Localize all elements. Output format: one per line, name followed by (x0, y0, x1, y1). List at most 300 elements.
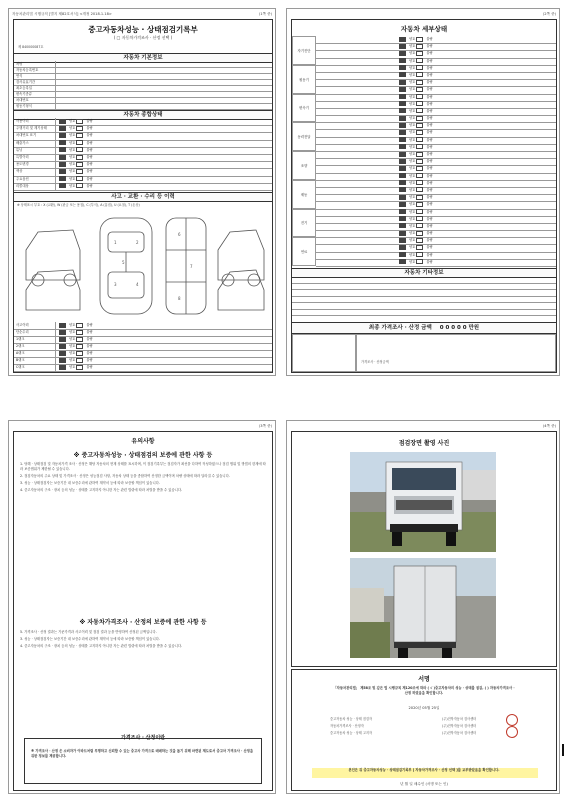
option-label: 불량 (426, 202, 433, 207)
checkbox[interactable] (416, 144, 423, 149)
option-label: 양호 (409, 123, 416, 128)
checkbox[interactable] (416, 130, 423, 135)
checkbox[interactable] (416, 195, 423, 200)
row-label: 최초등록일 (14, 85, 56, 91)
checkbox[interactable] (416, 101, 423, 106)
option-label: 불량 (86, 337, 93, 341)
checkbox[interactable] (399, 72, 406, 77)
checkbox[interactable] (76, 323, 83, 328)
option-label: 불량 (426, 238, 433, 243)
option-label: 양호 (69, 365, 76, 369)
checkbox[interactable] (76, 365, 83, 370)
row-options (56, 329, 93, 336)
row-options (56, 357, 93, 364)
signer-name: (주)전북자동차 검사센터 (442, 724, 477, 728)
checkbox[interactable] (59, 183, 66, 188)
row-label: 튜닝 (14, 147, 56, 154)
checkbox[interactable] (416, 252, 423, 257)
option-label: 불량 (426, 130, 433, 135)
option-label: 불량 (86, 344, 93, 348)
row-options (56, 140, 93, 147)
page-number: (3쪽 중) (258, 424, 272, 428)
row-label: 단순수리 (14, 329, 56, 336)
option-label: 양호 (409, 252, 416, 257)
signature-statement: 「자동차관리법」 제58조 및 같은 법 시행규칙 제120조에 따라 ( √ )중고자동차의 성능 · 상태를 점검, ( ) 자동차가격조사 · 산정 하였음을 확인합니다. (333, 686, 515, 695)
checkbox[interactable] (399, 65, 406, 70)
row-label: 차명 (14, 61, 56, 67)
basic-info-header: 자동차 기본정보 (14, 53, 272, 63)
option-label: 불량 (86, 169, 93, 174)
vehicle-front-photo (350, 452, 496, 552)
row-label: 리콜대상 (14, 183, 56, 190)
notice-body-2 (20, 630, 266, 730)
option-label: 양호 (409, 116, 416, 121)
checkbox[interactable] (76, 133, 83, 138)
option-label: 불량 (426, 144, 433, 149)
row-options (56, 336, 93, 343)
accident-caption: ※ 상태표시 부호 : X (교환), W (판금 또는 용접), C (부식), A (흠집), U (요철), T (손상) (17, 203, 140, 207)
checkbox[interactable] (416, 116, 423, 121)
detail-status-title: 자동차 세부상태 (400, 25, 448, 33)
checkbox[interactable] (416, 216, 423, 221)
document-number: 제 840000087호 (18, 45, 44, 49)
checkbox[interactable] (399, 44, 406, 49)
overall-status-header: 자동차 종합상태 (14, 110, 272, 120)
option-label: 양호 (69, 351, 76, 355)
option-label: 불량 (426, 94, 433, 99)
option-label: 불량 (426, 159, 433, 164)
option-label: 양호 (69, 169, 76, 174)
option-label: 양호 (409, 245, 416, 250)
row-label: A랭크 (14, 350, 56, 357)
option-label: 양호 (409, 101, 416, 106)
category-cell: 제동 (292, 180, 316, 209)
checkbox[interactable] (399, 252, 406, 257)
checkbox[interactable] (399, 245, 406, 250)
option-label: 불량 (86, 155, 93, 159)
row-label: 변속기종류 (14, 91, 56, 97)
row-options (396, 209, 433, 216)
checkbox[interactable] (59, 169, 66, 174)
checkbox[interactable] (399, 223, 406, 228)
form-frame (13, 19, 273, 373)
checkbox[interactable] (399, 108, 406, 113)
row-label: 연식 (14, 73, 56, 79)
option-label: 양호 (409, 180, 416, 185)
checkbox[interactable] (76, 176, 83, 181)
option-label: 양호 (69, 126, 76, 131)
option-label: 불량 (426, 180, 433, 185)
checkbox[interactable] (416, 94, 423, 99)
checkbox[interactable] (76, 351, 83, 356)
form-title: 중고자동차성능 · 상태점검기록부 (88, 25, 198, 34)
checkbox[interactable] (416, 137, 423, 142)
checkbox[interactable] (399, 152, 406, 157)
checkbox[interactable] (399, 166, 406, 171)
notice-paragraph: 4. 중고자동차의 구조 · 장치 등의 성능 · 상태를 고지하지 아니한 자는 관련 법령에 따라 처벌을 받을 수 있습니다. (20, 488, 183, 492)
option-label: 불량 (86, 365, 93, 369)
row-options (396, 65, 433, 72)
checkbox[interactable] (416, 80, 423, 85)
checkbox[interactable] (76, 162, 83, 167)
row-options (56, 183, 93, 190)
signature-frame (291, 669, 557, 791)
svg-text:8: 8 (178, 296, 181, 301)
row-label: 1랭크 (14, 336, 56, 343)
checkbox[interactable] (59, 351, 66, 356)
row-options (396, 223, 433, 230)
other-info-row (292, 309, 556, 317)
checkbox[interactable] (399, 130, 406, 135)
special-notes-box (292, 334, 356, 372)
option-label: 불량 (86, 351, 93, 355)
row-label: B랭크 (14, 357, 56, 364)
row-options (396, 72, 433, 79)
option-label: 불량 (426, 87, 433, 92)
row-label: 2랭크 (14, 343, 56, 350)
row-options (56, 176, 93, 183)
checkbox[interactable] (76, 358, 83, 363)
option-label: 불량 (426, 123, 433, 128)
row-options (396, 108, 433, 115)
row-options (396, 237, 433, 244)
seal-stamp (506, 714, 518, 726)
svg-text:2: 2 (136, 240, 139, 245)
checkbox[interactable] (399, 137, 406, 142)
scroll-marker[interactable] (562, 744, 564, 756)
option-label: 불량 (86, 358, 93, 362)
checkbox[interactable] (399, 101, 406, 106)
svg-text:3: 3 (114, 282, 117, 287)
page-number: (4쪽 중) (542, 424, 556, 428)
checkbox[interactable] (59, 176, 66, 181)
checkbox[interactable] (416, 72, 423, 77)
form-frame (291, 19, 557, 373)
option-label: 불량 (426, 51, 433, 56)
price-label: 가격조사 · 산정금액 (361, 360, 389, 364)
option-label: 양호 (409, 137, 416, 142)
checkbox[interactable] (416, 173, 423, 178)
checkbox[interactable] (416, 51, 423, 56)
option-label: 양호 (409, 37, 416, 41)
option-label: 불량 (426, 209, 433, 214)
row-options (56, 132, 93, 139)
notice-paragraph: 3. 성능 · 상태점검자는 보증기간 내 보증수리에 관하여 계약서 등에 따라 보증할 책임이 있습니다. (20, 637, 160, 641)
checkbox[interactable] (59, 147, 66, 152)
checkbox[interactable] (399, 187, 406, 192)
row-label: 사고이력 (14, 322, 56, 329)
option-label: 불량 (426, 187, 433, 192)
checkbox[interactable] (399, 144, 406, 149)
checkbox[interactable] (76, 169, 83, 174)
checkbox[interactable] (59, 365, 66, 370)
final-price-header (292, 322, 556, 334)
option-label: 양호 (69, 358, 76, 362)
checkbox[interactable] (416, 209, 423, 214)
signer-name: (주)전북자동차 검사센터 (442, 731, 477, 735)
option-label: 양호 (69, 133, 76, 138)
option-label: 불량 (426, 252, 433, 257)
row-options (56, 161, 93, 168)
row-label: 원동기형식 (14, 103, 56, 109)
checkbox[interactable] (399, 195, 406, 200)
checkbox[interactable] (59, 133, 66, 138)
checkbox[interactable] (59, 140, 66, 145)
option-label: 불량 (426, 80, 433, 85)
basic-info-table (14, 61, 272, 109)
detail-status-table (292, 36, 556, 266)
checkbox[interactable] (76, 155, 83, 160)
option-label: 양호 (409, 173, 416, 178)
checkbox[interactable] (416, 58, 423, 63)
row-options (56, 154, 93, 161)
accident-table (14, 322, 272, 372)
row-label: 검사유효기간 (14, 79, 56, 85)
option-label: 불량 (86, 330, 93, 334)
page-header-left: 자동차관리법 시행규칙 [별지 제82호서식] <개정 2018.1.18> (12, 12, 112, 16)
notice-paragraph: 5. 가격조사 · 산정 결과는 기준가격과 사고이력 및 점검 결과 등을 반영하여 산정된 금액입니다. (20, 630, 157, 634)
option-label: 불량 (426, 72, 433, 77)
row-options (396, 115, 433, 122)
option-label: 불량 (86, 140, 93, 145)
pricing-box-text: ※ 가격조사 · 산정 은 소비자가 아파트처럼 투명하고 신뢰할 수 있는 중고차 가격으로 매매하는 것을 돕기 위해 마련된 제도로서 중고차 가격조사 · 산정을 위한 정보를 제공합니다. (31, 749, 254, 758)
checkbox[interactable] (416, 123, 423, 128)
row-options (396, 244, 433, 251)
checkbox[interactable] (399, 37, 406, 42)
option-label: 양호 (409, 231, 416, 236)
option-label: 불량 (426, 173, 433, 178)
option-label: 양호 (409, 216, 416, 221)
option-label: 양호 (409, 209, 416, 214)
option-label: 양호 (409, 144, 416, 149)
option-label: 양호 (69, 155, 76, 159)
row-label: 차대번호 (14, 97, 56, 103)
accident-history-header: 사고 · 교환 · 수리 등 이력 (14, 192, 272, 202)
category-cell: 변속기 (292, 94, 316, 123)
option-label: 양호 (69, 344, 76, 348)
checkbox[interactable] (59, 126, 66, 131)
row-options (396, 173, 433, 180)
option-label: 양호 (409, 51, 416, 56)
category-cell: 동력전달 (292, 122, 316, 151)
checkbox[interactable] (416, 159, 423, 164)
option-label: 양호 (409, 65, 416, 70)
checkbox[interactable] (416, 202, 423, 207)
row-options (56, 147, 93, 154)
notice-body-1 (20, 462, 266, 612)
row-label: C랭크 (14, 364, 56, 371)
row-options (396, 165, 433, 172)
checkbox[interactable] (76, 337, 83, 342)
checkbox[interactable] (416, 231, 423, 236)
checkbox[interactable] (399, 238, 406, 243)
checkbox[interactable] (76, 330, 83, 335)
option-label: 불량 (86, 162, 93, 167)
option-label: 양호 (409, 58, 416, 63)
option-label: 양호 (409, 223, 416, 228)
category-cell: 전기 (292, 209, 316, 238)
option-label: 불량 (86, 119, 93, 123)
photo-section-title: 점검장면 촬영 사진 (398, 440, 450, 447)
option-label: 불량 (426, 166, 433, 171)
notice-section-2: ※ 자동차가격조사 · 산정의 보증에 관한 사항 등 (79, 619, 207, 626)
row-options (56, 322, 93, 329)
row-options (396, 194, 433, 201)
checkbox[interactable] (76, 183, 83, 188)
checkbox[interactable] (416, 238, 423, 243)
checkbox[interactable] (399, 173, 406, 178)
option-label: 불량 (86, 323, 93, 327)
page-4 (286, 420, 560, 794)
checkbox[interactable] (76, 140, 83, 145)
option-label: 양호 (409, 152, 416, 156)
page-2 (286, 8, 560, 376)
option-label: 양호 (409, 108, 416, 113)
option-label: 양호 (409, 166, 416, 171)
page-3 (8, 420, 276, 794)
checkbox[interactable] (416, 152, 423, 157)
option-label: 불량 (86, 147, 93, 152)
option-label: 양호 (409, 72, 416, 77)
checkbox[interactable] (59, 119, 66, 124)
option-label: 불량 (426, 152, 433, 156)
seal-stamp (506, 726, 518, 738)
checkbox[interactable] (76, 344, 83, 349)
notice-paragraph: 4. 중고자동차의 구조 · 장치 등의 성능 · 상태를 고지하지 아니한 자는 관련 법령에 따라 처벌을 받을 수 있습니다. (20, 644, 183, 648)
svg-text:1: 1 (114, 240, 117, 245)
option-label: 불량 (426, 216, 433, 221)
option-label: 양호 (409, 259, 416, 264)
option-label: 불량 (426, 231, 433, 236)
form-row (14, 183, 272, 191)
checkbox[interactable] (399, 180, 406, 185)
option-label: 불량 (426, 44, 433, 49)
checkbox[interactable] (399, 159, 406, 164)
row-options (396, 43, 433, 50)
checkbox[interactable] (399, 123, 406, 128)
row-options (396, 259, 433, 266)
checkbox[interactable] (399, 216, 406, 221)
checkbox[interactable] (399, 209, 406, 214)
checkbox[interactable] (76, 119, 83, 124)
svg-text:4: 4 (136, 282, 139, 287)
checkbox[interactable] (416, 180, 423, 185)
row-options (396, 201, 433, 208)
detail-row (316, 259, 556, 267)
row-options (396, 187, 433, 194)
option-label: 양호 (409, 80, 416, 85)
notice-paragraph: 1. 당해 · 상태점검 및 자동차가격 조사 · 산정은 해당 자동차의 현재 상태를 표시하며, 이 점검기록부는 점검자가 최선을 다하여 작성하였으나 점검 범위 및 방법의 한계에 따라 보증범위가 제한될 수 있습니다. (20, 462, 266, 471)
option-label: 불량 (86, 183, 93, 188)
checkbox[interactable] (59, 323, 66, 328)
option-label: 불량 (86, 126, 93, 131)
row-options (396, 158, 433, 165)
option-label: 양호 (69, 183, 76, 188)
row-options (396, 230, 433, 237)
checkbox[interactable] (399, 202, 406, 207)
row-label: 특별이력 (14, 154, 56, 161)
checkbox[interactable] (399, 87, 406, 92)
option-label: 양호 (409, 159, 416, 164)
signature-title: 서명 (418, 676, 430, 683)
checkbox[interactable] (59, 155, 66, 160)
category-cell: 원동기 (292, 65, 316, 94)
row-options (396, 252, 433, 259)
checkbox[interactable] (59, 358, 66, 363)
checkbox[interactable] (59, 344, 66, 349)
buyer-sign-line: 년 월 일 매수인 (서명 또는 인) (400, 782, 448, 786)
signer-name: (주)전북자동차 검사센터 (442, 717, 477, 721)
row-options (56, 125, 93, 132)
row-options (396, 151, 433, 158)
checkbox[interactable] (416, 259, 423, 264)
option-label: 양호 (69, 337, 76, 341)
row-options (396, 101, 433, 108)
option-label: 양호 (69, 176, 76, 181)
checkbox[interactable] (416, 108, 423, 113)
checkbox[interactable] (399, 116, 406, 121)
checkbox[interactable] (416, 87, 423, 92)
checkbox[interactable] (416, 223, 423, 228)
checkbox[interactable] (399, 51, 406, 56)
price-box (356, 334, 556, 372)
option-label: 불량 (426, 58, 433, 63)
checkbox[interactable] (399, 231, 406, 236)
checkbox[interactable] (59, 162, 66, 167)
checkbox[interactable] (416, 65, 423, 70)
notice-paragraph: 2. 점검자동차의 주요 상태 및 가격조사 · 산정은 성능점검 사항, 자동차 상태 등을 종합하여 산정한 금액이며 차량 상태에 따라 달라질 수 있습니다. (20, 474, 230, 478)
row-options (56, 343, 93, 350)
checkbox[interactable] (59, 337, 66, 342)
row-options (396, 86, 433, 93)
row-label: 색상 (14, 168, 56, 175)
checkbox[interactable] (416, 44, 423, 49)
form-row (14, 103, 272, 110)
checkbox[interactable] (399, 259, 406, 264)
checkbox[interactable] (76, 147, 83, 152)
option-label: 양호 (409, 44, 416, 49)
checkbox[interactable] (416, 166, 423, 171)
row-options (396, 79, 433, 86)
option-label: 불량 (426, 37, 433, 41)
checkbox[interactable] (59, 330, 66, 335)
category-cell: 조향 (292, 151, 316, 180)
option-label: 불량 (86, 133, 93, 138)
page-1 (8, 8, 276, 376)
option-label: 양호 (409, 94, 416, 99)
row-options (396, 50, 433, 57)
option-label: 양호 (409, 87, 416, 92)
option-label: 양호 (409, 195, 416, 200)
option-label: 불량 (426, 116, 433, 121)
checkbox[interactable] (416, 187, 423, 192)
row-options (396, 122, 433, 129)
option-label: 양호 (409, 130, 416, 135)
checkbox[interactable] (399, 94, 406, 99)
checkbox[interactable] (399, 58, 406, 63)
sign-date: 2020년 05월 25일 (408, 706, 440, 710)
row-options (56, 118, 93, 125)
checkbox[interactable] (416, 245, 423, 250)
checkbox[interactable] (416, 37, 423, 42)
receipt-statement: 본인은 위 중고자동차성능 · 상태점검기록부 [ 자동차가격조사 · 산정 선택 ]를 교부받았음을 확인합니다. (348, 768, 500, 772)
photo-frame (291, 431, 557, 667)
checkbox[interactable] (76, 126, 83, 131)
row-label: 자동차등록번호 (14, 67, 56, 73)
checkbox[interactable] (399, 80, 406, 85)
row-options (56, 364, 93, 371)
form-row (14, 364, 272, 372)
